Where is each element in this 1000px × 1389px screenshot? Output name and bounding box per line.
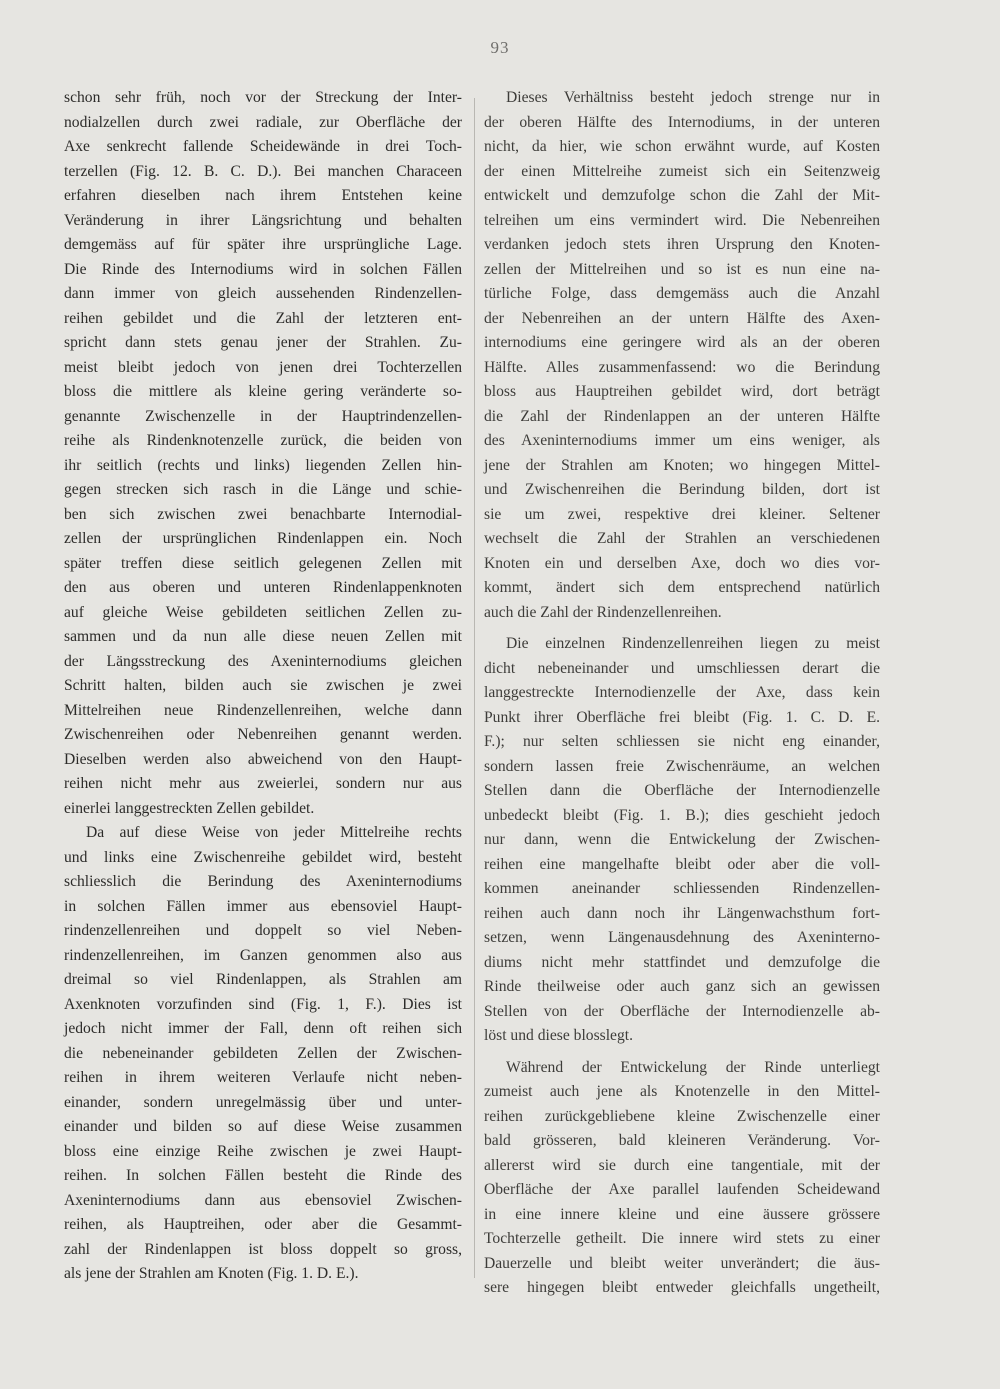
text-line: reihen zurückgebliebene kleine Zwischenzelle einer <box>484 1107 880 1125</box>
text-line: jedoch nicht immer der Fall, denn oft reihen sich <box>64 1020 462 1037</box>
text-line: zumeist auch jene als Knotenzelle in den Mittel- <box>484 1083 880 1100</box>
text-line: und Zwischenreihen die Berindung bilden, dort ist <box>484 481 880 498</box>
text-line: der Längsstreckung des Axeninternodiums gleichen <box>64 652 462 670</box>
text-line: kommt, ändert sich dem entsprechend natürlich <box>484 579 880 596</box>
text-line: Stellen dann die Oberfläche der Internodienzelle <box>484 782 880 799</box>
text-line: und links eine Zwischenreihe gebildet wird, besteht <box>64 848 462 866</box>
text-line: Da auf diese Weise von jeder Mittelreihe rechts <box>86 824 462 841</box>
text-line: Die Rinde des Internodiums wird in solchen Fällen <box>64 260 462 278</box>
text-line: Zwischenreihen oder Nebenreihen genannt werden. <box>64 726 462 743</box>
text-line: Dieses Verhältniss besteht jedoch strenge nur in <box>506 89 880 106</box>
text-line: als jene der Strahlen am Knoten (Fig. 1. D. E.). <box>64 1265 359 1282</box>
text-line: setzen, wenn Längenausdehnung des Axeninterno- <box>484 929 880 946</box>
text-line: nur dann, wenn die Entwickelung der Zwischen- <box>484 831 880 848</box>
text-line: der Nebenreihen an der untern Hälfte des Axen- <box>484 309 880 327</box>
text-line: reihen gebildet und die Zahl der letzteren ent- <box>64 309 462 327</box>
right-column <box>484 86 880 1301</box>
text-line: zahl der Rindenlappen ist bloss doppelt so gross, <box>64 1240 462 1258</box>
text-line: Stellen von der Oberfläche der Internodienzelle ab- <box>484 1002 880 1020</box>
text-line: die Zahl der Rindenlappen an der unteren Hälfte <box>484 407 880 425</box>
page-number: 93 <box>490 38 510 57</box>
text-line: schon sehr früh, noch vor der Streckung der Inter- <box>64 89 462 106</box>
text-line: Punkt ihrer Oberfläche frei bleibt (Fig. 1. C. D. E. <box>484 708 880 726</box>
text-line: Rinde theilweise oder auch ganz sich an gewissen <box>484 978 880 995</box>
text-line: jene der Strahlen am Knoten; wo hingegen Mittel- <box>484 456 880 474</box>
text-line: den aus oberen und unteren Rindenlappenknoten <box>64 579 462 596</box>
text-line: Dieselben werden also abweichend von den Haupt- <box>64 750 462 768</box>
text-line: telreihen um eins vermindert wird. Die Nebenreihen <box>484 211 880 229</box>
text-line: einander, sondern unregelmässig über und unter- <box>64 1093 462 1111</box>
text-line: diums nicht mehr stattfindet und demzufolge die <box>484 953 880 971</box>
text-line: auf gleiche Weise gebildeten seitlichen Zellen zu- <box>64 603 462 621</box>
text-line: zellen der Mittelreihen und so ist es nun eine na- <box>484 260 880 278</box>
text-line: gegen strecken sich rasch in die Länge und schie- <box>64 481 462 498</box>
text-line: verdanken jedoch stets ihren Ursprung den Knoten- <box>484 236 880 253</box>
text-line: Axenknoten vorzufinden sind (Fig. 1, F.). Dies ist <box>64 995 462 1013</box>
text-line: sammen und da nun alle diese neuen Zellen mit <box>64 628 462 645</box>
text-line: einander und bilden so auf diese Weise zusammen <box>64 1118 462 1135</box>
text-line: Dauerzelle und bleibt weiter unverändert; die äus- <box>484 1254 880 1272</box>
text-line: Schritt halten, bilden auch sie zwischen je zwei <box>64 677 462 694</box>
text-line: sie um zwei, respektive drei kleiner. Seltener <box>484 505 880 523</box>
text-line: Axeninternodiums dann aus ebensoviel Zwischen- <box>64 1191 462 1209</box>
text-line: auch die Zahl der Rindenzellenreihen. <box>484 603 722 621</box>
text-line: demgemäss auf für später ihre ursprüngliche Lage. <box>64 236 462 253</box>
text-line: rindenzellenreihen und doppelt so viel Neben- <box>64 922 462 939</box>
text-line: Veränderung in ihrer Längsrichtung und behalten <box>64 211 462 229</box>
text-line: Hälfte. Alles zusammenfassend: wo die Berindung <box>484 358 880 376</box>
text-line: zellen der ursprünglichen Rindenlappen ein. Noch <box>64 530 462 547</box>
text-line: in eine innere kleine und eine äussere grössere <box>484 1205 880 1223</box>
text-line: Knoten ein und derselben Axe, doch wo dies vor- <box>484 554 880 572</box>
text-line: langgestreckte Internodienzelle der Axe, dass kein <box>484 684 880 701</box>
column-divider <box>474 98 475 1278</box>
text-line: Oberfläche der Axe parallel laufenden Scheidewand <box>484 1181 880 1198</box>
text-line: reihen. In solchen Fällen besteht die Rinde des <box>64 1167 462 1184</box>
text-line: genannte Zwischenzelle in der Hauptrindenzellen- <box>64 407 462 425</box>
text-line: bald grösseren, bald kleineren Veränderung. Vor- <box>484 1132 880 1149</box>
text-line: später treffen diese seitlich gelegenen Zellen mit <box>64 554 462 572</box>
text-line: türliche Folge, dass demgemäss auch die Anzahl <box>484 285 880 302</box>
text-line: internodiums eine geringere wird als an der oberen <box>484 334 880 351</box>
text-line: reihen, als Hauptreihen, oder aber die Gesammt- <box>64 1216 462 1233</box>
text-line: einerlei langgestreckten Zellen gebildet. <box>64 799 315 817</box>
text-line: nodialzellen durch zwei radiale, zur Oberfläche der <box>64 113 462 131</box>
text-line: nicht, da hier, wie schon erwähnt wurde, auf Kosten <box>484 138 880 155</box>
text-line: reihen auch dann noch ihr Längenwachsthum fort- <box>484 904 880 922</box>
text-line: unbedeckt bleibt (Fig. 1. B.); dies geschieht jedoch <box>484 806 880 824</box>
text-line: reihe als Rindenknotenzelle zurück, die beiden von <box>64 432 462 449</box>
text-line: ben sich zwischen zwei benachbarte Internodial- <box>64 505 462 523</box>
text-line: reihen nicht mehr aus zweierlei, sondern nur aus <box>64 775 462 792</box>
text-line: kommen aneinander schliessenden Rindenzellen- <box>484 880 880 897</box>
text-line: terzellen (Fig. 12. B. C. D.). Bei manchen Characeen <box>64 162 462 180</box>
text-line: Axe senkrecht fallende Scheidewände in drei Toch- <box>64 138 462 155</box>
text-line: allererst wird sie durch eine tangentiale, mit der <box>484 1156 880 1174</box>
text-line: dicht nebeneinander und umschliessen derart die <box>484 659 880 677</box>
text-line: sondern lassen freie Zwischenräume, an welchen <box>484 757 880 775</box>
text-line: dann immer von gleich aussehenden Rindenzellen- <box>64 285 462 302</box>
text-line: Tochterzelle getheilt. Die innere wird stets zu einer <box>484 1230 880 1247</box>
text-line: Mittelreihen neue Rindenzellenreihen, welche dann <box>64 701 462 719</box>
text-line: löst und diese blosslegt. <box>484 1027 634 1044</box>
text-line: meist bleibt jedoch von jenen drei Tochterzellen <box>64 358 462 376</box>
text-line: F.); nur selten schliessen sie nicht eng einander, <box>484 733 880 750</box>
paragraph-gap <box>484 1049 880 1056</box>
text-line: ihr seitlich (rechts und links) liegenden Zellen hin- <box>64 456 462 474</box>
text-line: des Axeninternodiums immer um eins weniger, als <box>484 432 880 449</box>
text-line: erfahren dieselben nach ihrem Entstehen keine <box>64 187 462 204</box>
text-line: dreimal so viel Rindenlappen, als Strahlen am <box>64 971 462 988</box>
text-line: reihen eine mangelhafte bleibt oder aber die voll- <box>484 855 880 873</box>
text-line: bloss eine einzige Reihe zwischen je zwei Haupt- <box>64 1142 462 1160</box>
text-line: Die einzelnen Rindenzellenreihen liegen zu meist <box>506 635 880 652</box>
text-line: bloss aus Hauptreihen gebildet wird, dort beträgt <box>484 383 880 400</box>
text-line: sere hingegen bleibt entweder gleichfalls ungetheilt, <box>484 1279 880 1296</box>
text-line: in solchen Fällen immer aus ebensoviel Haupt- <box>64 897 462 915</box>
text-line: entwickelt und demzufolge schon die Zahl der Mit- <box>484 187 880 204</box>
text-line: rindenzellenreihen, im Ganzen genommen also aus <box>64 946 462 964</box>
text-line: Während der Entwickelung der Rinde unterliegt <box>506 1058 880 1076</box>
text-line: spricht dann stets genau jener der Strahlen. Zu- <box>64 334 462 351</box>
text-line: der einen Mittelreihe zumeist sich ein Seitenzweig <box>484 162 880 180</box>
text-line: schliesslich die Berindung des Axeninternodiums <box>64 873 462 890</box>
text-line: wechselt die Zahl der Strahlen an verschiedenen <box>484 530 880 547</box>
text-line: die nebeneinander gebildeten Zellen der Zwischen- <box>64 1044 462 1062</box>
left-column <box>64 86 462 1287</box>
paragraph-gap <box>484 625 880 632</box>
text-line: der oberen Hälfte des Internodiums, in der unteren <box>484 113 880 131</box>
text-line: bloss die mittlere als kleine gering veränderte so- <box>64 383 462 400</box>
text-line: reihen in ihrem weiteren Verlaufe nicht neben- <box>64 1069 462 1086</box>
